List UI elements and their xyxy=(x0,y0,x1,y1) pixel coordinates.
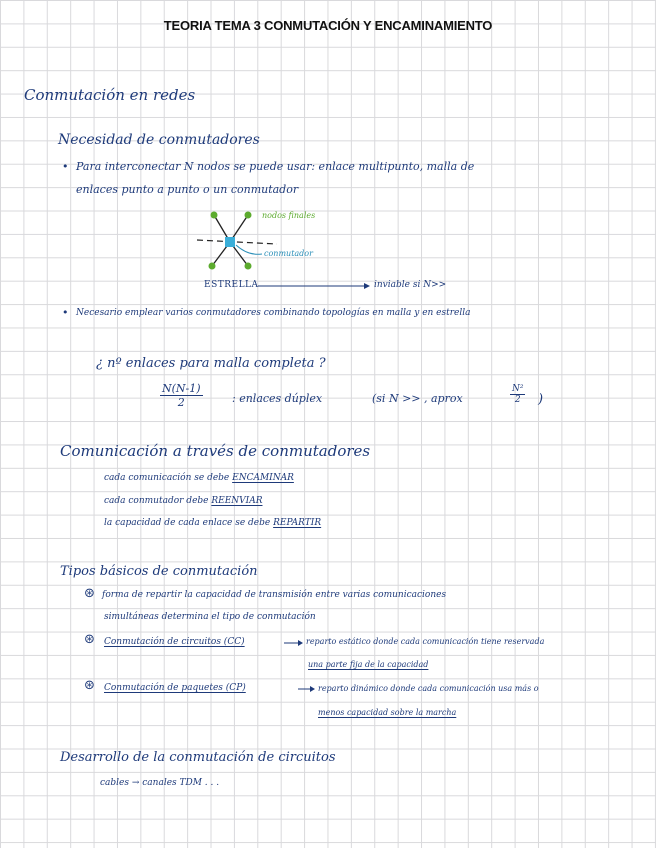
line-reenviar-text: cada conmutador debe xyxy=(104,496,209,506)
label-estrella: ESTRELLA xyxy=(204,280,259,290)
label-conmutacion-circuitos: Conmutación de circuitos (CC) xyxy=(104,637,245,647)
cc-desc-line1: reparto estático donde cada comunicación tiene reservada xyxy=(306,637,545,646)
asterisk-icon: ⊛ xyxy=(84,678,95,693)
label-conmutacion-paquetes: Conmutación de paquetes (CP) xyxy=(104,683,246,693)
keyword-encaminar: ENCAMINAR xyxy=(232,473,294,483)
bullet-dot: • xyxy=(62,306,69,319)
formula-text: : enlaces dúplex xyxy=(232,392,323,405)
line-encaminar xyxy=(104,473,294,483)
line-repartir-text: la capacidad de cada enlace se debe xyxy=(104,518,271,528)
formula-approx-suffix: ) xyxy=(538,392,544,407)
bullet2-text: Necesario emplear varios conmutadores combinando topologías en malla y en estrella xyxy=(76,308,471,318)
line-reenviar xyxy=(104,496,262,506)
tipos-intro-line1: forma de repartir la capacidad de transmisión entre varias comunicaciones xyxy=(102,590,447,600)
question-malla-completa: ¿ nº enlaces para malla completa ? xyxy=(96,356,326,371)
bullet1-line1: Para interconectar N nodos se puede usar: enlace multipunto, malla de xyxy=(76,160,475,173)
line-repartir xyxy=(104,518,321,528)
line-encaminar-text: cada comunicación se debe xyxy=(104,473,230,483)
formula-approx-fraction xyxy=(510,384,525,405)
cp-desc-line1: reparto dinámico donde cada comunicación usa más o xyxy=(318,684,539,693)
keyword-repartir: REPARTIR xyxy=(273,518,322,528)
label-conmutador: conmutador xyxy=(264,249,313,258)
heading-tipos-basicos: Tipos básicos de conmutación xyxy=(60,564,258,579)
asterisk-icon: ⊛ xyxy=(84,586,95,601)
heading-comunicacion-conmutadores: Comunicación a través de conmutadores xyxy=(60,442,371,460)
approx-denominator: 2 xyxy=(514,395,521,405)
formula-fraction xyxy=(160,382,203,409)
approx-numerator: N² xyxy=(512,384,524,394)
heading-conmutacion-en-redes: Conmutación en redes xyxy=(24,86,196,104)
formula-approx-prefix: (si N >> , aprox xyxy=(372,392,463,405)
heading-desarrollo-circuitos: Desarrollo de la conmutación de circuitos xyxy=(60,750,336,765)
keyword-reenviar: REENVIAR xyxy=(211,496,263,506)
heading-necesidad-conmutadores: Necesidad de conmutadores xyxy=(58,132,260,148)
cp-desc-line2: menos capacidad sobre la marcha xyxy=(318,708,457,717)
tipos-intro-line2: simultáneas determina el tipo de conmutación xyxy=(104,612,316,622)
bullet-dot: • xyxy=(62,160,69,173)
page-title: TEORIA TEMA 3 CONMUTACIÓN Y ENCAMINAMIENTO xyxy=(163,18,493,33)
bullet1-line2: enlaces punto a punto o un conmutador xyxy=(76,183,299,196)
cc-desc-line2: una parte fija de la capacidad xyxy=(308,660,429,669)
formula-denominator: 2 xyxy=(177,396,185,409)
label-nodos-finales: nodos finales xyxy=(262,211,316,220)
asterisk-icon: ⊛ xyxy=(84,632,95,647)
formula-numerator: N(N-1) xyxy=(162,382,201,395)
label-inviable: inviable si N>> xyxy=(374,280,447,290)
line-cables-canales: cables → canales TDM . . . xyxy=(100,778,220,788)
